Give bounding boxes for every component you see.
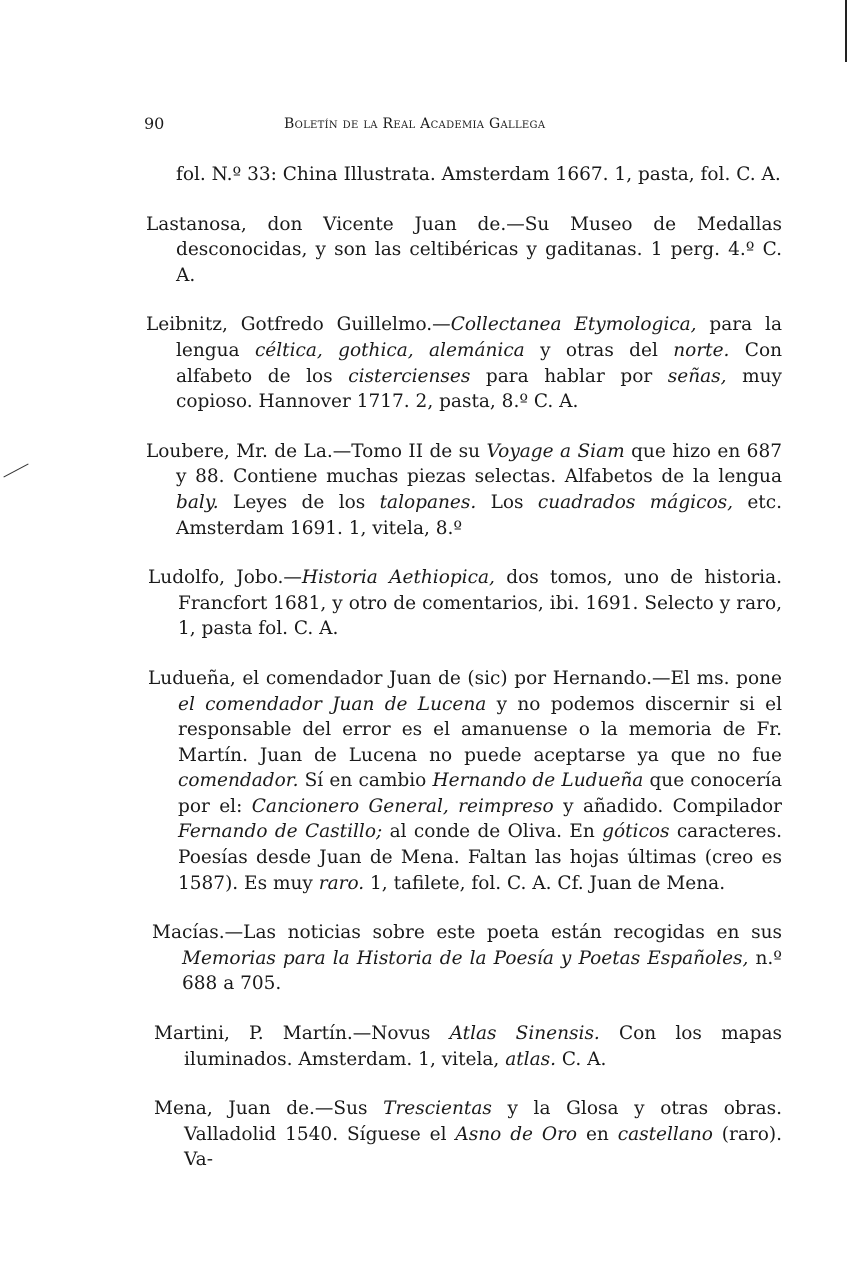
italic-text-segment: Collectanea Etymologica,	[450, 314, 697, 336]
entry-luduena	[148, 666, 782, 896]
entry-lastanosa	[146, 212, 782, 289]
text-segment: (raro). Va-	[184, 1123, 782, 1171]
italic-text-segment: Asno de Oro	[455, 1123, 578, 1145]
text-segment: que conocería por el:	[178, 770, 782, 817]
italic-text-segment: talopanes.	[379, 491, 477, 513]
text-segment: Leyes de los	[218, 491, 380, 513]
italic-text-segment: el comendador Juan de Lucena	[178, 693, 487, 715]
text-segment: Mena, Juan de.—Sus	[154, 1098, 384, 1120]
italic-text-segment: comendador.	[178, 770, 299, 792]
text-segment: Macías.—Las noticias sobre este poeta están recogidas en sus	[152, 922, 782, 944]
italic-text-segment: Cancionero General, reimpreso	[251, 795, 554, 817]
entry-loubere	[146, 439, 782, 541]
scan-edge-mark	[845, 0, 847, 62]
text-segment: en	[577, 1123, 618, 1145]
entry-martini	[154, 1021, 782, 1072]
text-segment: 1, tafilete, fol. C. A. Cf. Juan de Mena.	[364, 872, 726, 894]
text-segment: Los	[476, 491, 538, 513]
italic-text-segment: Historia Aethiopica,	[301, 567, 495, 589]
text-segment: que hizo en 687 y 88. Contiene muchas piezas selectas. Alfabetos de la lengua	[176, 440, 782, 488]
text-segment: Leibnitz, Gotfredo Guillelmo.—	[146, 314, 451, 336]
italic-text-segment: atlas.	[505, 1048, 556, 1070]
italic-text-segment: Memorias para la Historia de la Poesía y Poetas Españoles,	[182, 947, 749, 969]
text-segment: Ludolfo, Jobo.—	[148, 567, 302, 589]
text-segment: etc. Amsterdam 1691. 1, vitela, 8.º	[176, 491, 782, 539]
text-segment: y añadido. Compilador	[553, 795, 782, 817]
italic-text-segment: Voyage a Siam	[486, 440, 625, 462]
text-segment: n.º 688 a 705.	[182, 947, 783, 995]
text-segment: Lastanosa, don Vicente Juan de.—Su Museo de Medallas desconocidas, y son las celtibéricas y gaditanas. 1 perg. 4.º C. A.	[146, 213, 782, 286]
italic-text-segment: céltica, gothica, alemánica	[254, 339, 525, 361]
entry-china-illustrata	[146, 162, 782, 188]
text-segment: C. A.	[555, 1048, 607, 1070]
text-segment: al conde de Oliva. En	[382, 821, 603, 843]
italic-text-segment: cistercienses	[348, 365, 471, 387]
text-segment: Con alfabeto de los	[176, 339, 783, 387]
italic-text-segment: Fernando de Castillo;	[178, 821, 383, 843]
text-segment: Loubere, Mr. de La.—Tomo II de su	[146, 440, 487, 462]
italic-text-segment: Atlas Sinensis.	[449, 1023, 600, 1045]
page-number: 90	[144, 114, 165, 133]
margin-pencil-mark	[3, 463, 28, 477]
italic-text-segment: góticos	[602, 821, 670, 843]
italic-text-segment: norte.	[673, 339, 730, 361]
page-header	[144, 114, 784, 138]
catalog-entries	[146, 162, 782, 1197]
text-segment: para hablar por	[470, 365, 668, 387]
text-segment: dos tomos, uno de historia. Francfort 1681, y otro de comentarios, ibi. 1691. Selecto y raro, 1, pasta fol. C. A.	[178, 567, 782, 640]
italic-text-segment: castellano	[617, 1123, 713, 1145]
entry-ludolfo	[148, 565, 782, 642]
text-segment: y otras del	[524, 339, 674, 361]
running-title: Boletín de la Real Academia Gallega	[284, 116, 546, 132]
text-segment: y no podemos discernir si el responsable del error es el amanuense o la memoria de Fr. Martín. Juan de Lucena no puede aceptarse ya que no fue	[178, 693, 782, 766]
text-segment: Con los mapas iluminados. Amsterdam. 1, vitela,	[184, 1023, 783, 1070]
text-segment: para la lengua	[176, 314, 782, 361]
italic-text-segment: Hernando de Ludueña	[432, 770, 644, 792]
entry-leibnitz	[146, 312, 782, 414]
text-segment: y la Glosa y otras obras. Valladolid 1540. Síguese el	[184, 1098, 782, 1145]
text-segment: Martini, P. Martín.—Novus	[154, 1023, 450, 1045]
italic-text-segment: cuadrados mágicos,	[537, 491, 733, 513]
italic-text-segment: Trescientas	[383, 1098, 492, 1120]
text-segment: Ludueña, el comendador Juan de (sic) por Hernando.—El ms. pone	[148, 667, 782, 689]
text-segment: fol. N.º 33: China Illustrata. Amsterdam 1667. 1, pasta, fol. C. A.	[176, 164, 781, 185]
entry-mena	[154, 1096, 782, 1173]
entry-macias	[152, 920, 782, 997]
text-segment: Sí en cambio	[298, 770, 433, 792]
text-segment: caracteres. Poesías desde Juan de Mena. Faltan las hojas últimas (creo es 1587). Es muy	[178, 821, 782, 894]
italic-text-segment: raro.	[318, 872, 365, 894]
italic-text-segment: señas,	[667, 365, 727, 387]
text-segment: muy copioso. Hannover 1717. 2, pasta, 8.º C. A.	[176, 365, 783, 413]
italic-text-segment: baly.	[176, 491, 219, 513]
